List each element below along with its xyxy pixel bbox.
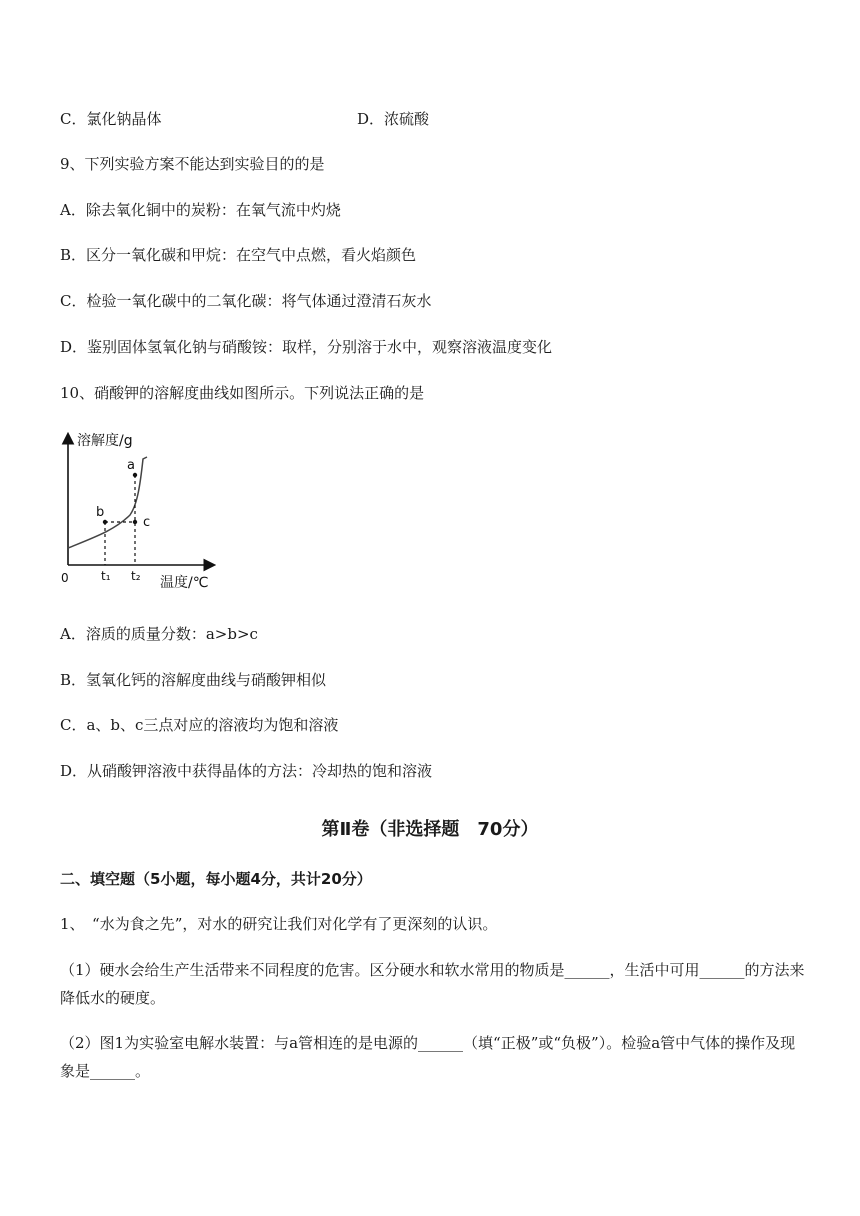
section-title: 二、填空题（5小题，每小题4分，共计20分） bbox=[60, 870, 372, 888]
x-axis-label: 温度/℃ bbox=[160, 575, 209, 591]
q9-option-b: B．区分一氧化碳和甲烷：在空气中点燃，看火焰颜色 bbox=[60, 246, 417, 264]
tick-t1-label: t₁ bbox=[101, 569, 111, 583]
part2-q1-stem: 1、 “水为食之先”，对水的研究让我们对化学有了更深刻的认识。 bbox=[60, 915, 498, 933]
q9-option-c: C．检验一氧化碳中的二氧化碳：将气体通过澄清石灰水 bbox=[60, 292, 432, 310]
q10-option-a: A．溶质的质量分数：a>b>c bbox=[60, 625, 258, 643]
y-axis-label: 溶解度/g bbox=[77, 433, 133, 449]
q8-option-c: C．氯化钠晶体 bbox=[60, 110, 162, 128]
part2-title: 第Ⅱ卷（非选择题 70分） bbox=[321, 819, 539, 840]
point-a-label: a bbox=[127, 458, 135, 473]
tick-t2-label: t₂ bbox=[131, 569, 141, 583]
point-b-label: b bbox=[96, 505, 105, 520]
part2-q1-sub1: （1）硬水会给生产生活带来不同程度的危害。区分硬水和软水常用的物质是______，生活中可用______的方法来降低水的硬度。 bbox=[60, 961, 805, 1007]
point-c-label: c bbox=[143, 515, 151, 530]
solubility-curve-figure bbox=[55, 425, 225, 595]
solubility-curve bbox=[68, 457, 147, 548]
point-a-dot bbox=[133, 473, 137, 477]
point-c-dot bbox=[133, 520, 137, 524]
q9-stem: 9、下列实验方案不能达到实验目的的是 bbox=[60, 155, 325, 173]
q8-options-row bbox=[60, 108, 820, 128]
q10-option-d: D．从硝酸钾溶液中获得晶体的方法：冷却热的饱和溶液 bbox=[60, 762, 433, 780]
q10-stem: 10、硝酸钾的溶解度曲线如图所示。下列说法正确的是 bbox=[60, 384, 425, 402]
q10-option-c: C．a、b、c三点对应的溶液均为饱和溶液 bbox=[60, 716, 339, 734]
q9-option-a: A．除去氧化铜中的炭粉：在氧气流中灼烧 bbox=[60, 201, 341, 219]
part2-q1-sub2: （2）图1为实验室电解水装置：与a管相连的是电源的______（填“正极”或“负极”）。检验a管中气体的操作及现象是______。 bbox=[60, 1034, 796, 1080]
q10-option-b: B．氢氧化钙的溶解度曲线与硝酸钾相似 bbox=[60, 671, 327, 689]
q8-option-d: D．浓硫酸 bbox=[357, 110, 430, 128]
q9-option-d: D．鉴别固体氢氧化钠与硝酸铵：取样，分别溶于水中，观察溶液温度变化 bbox=[60, 338, 553, 356]
origin-label: 0 bbox=[61, 571, 69, 585]
point-b-dot bbox=[103, 520, 107, 524]
